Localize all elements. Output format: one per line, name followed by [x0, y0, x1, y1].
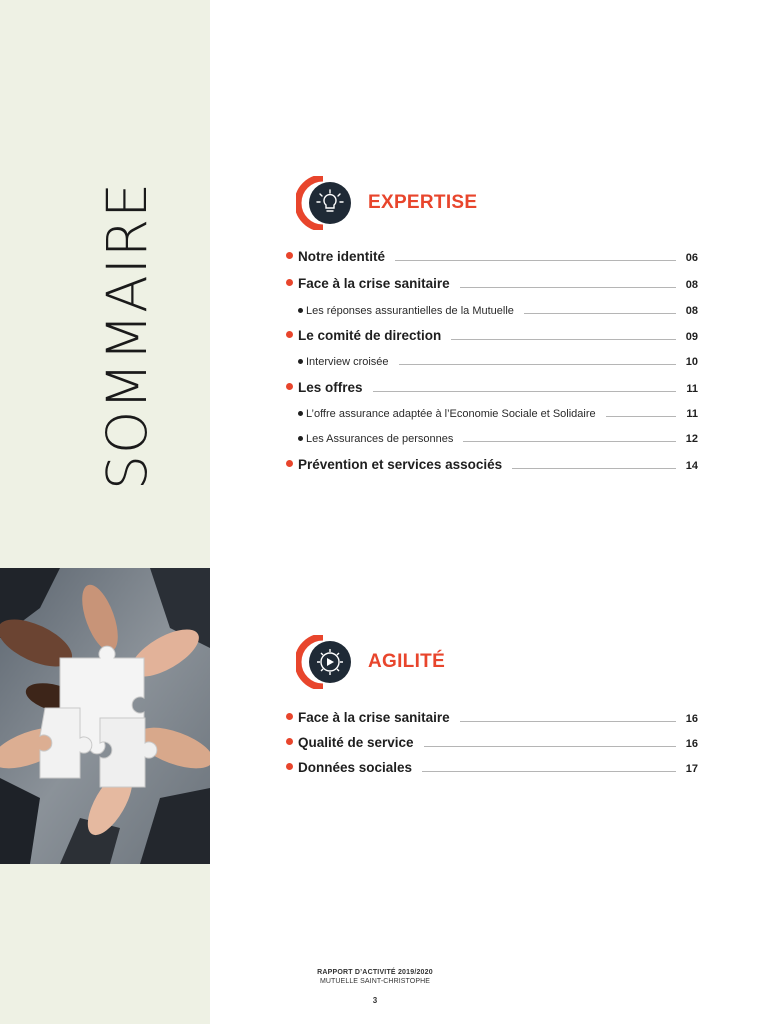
page-number: 08: [685, 305, 698, 317]
sommaire-title: SOMMAIRE: [95, 182, 160, 490]
toc-subitem[interactable]: Les réponses assurantielles de la Mutuelle 08: [284, 299, 698, 317]
toc-item[interactable]: Données sociales 17: [284, 757, 698, 775]
leader-line: [424, 746, 676, 747]
leader-line: [463, 441, 676, 442]
lightbulb-head-icon: [296, 176, 356, 230]
toc-item[interactable]: Qualité de service 16: [284, 732, 698, 750]
page-number: 12: [685, 433, 698, 445]
footer-report-title: RAPPORT D’ACTIVITÉ 2019/2020: [317, 969, 433, 976]
page-number: 16: [685, 713, 698, 725]
bullet-icon: [298, 359, 303, 364]
bullet-icon: [286, 279, 293, 286]
leader-line: [422, 771, 676, 772]
page-number: 09: [685, 331, 698, 343]
toc-item[interactable]: Face à la crise sanitaire 16: [284, 707, 698, 725]
page-number: 11: [686, 408, 698, 420]
toc-item[interactable]: Prévention et services associés 14: [284, 454, 698, 472]
bullet-icon: [298, 436, 303, 441]
sidebar-band: [0, 0, 210, 1024]
bullet-icon: [298, 411, 303, 416]
section-header-expertise: [296, 176, 477, 230]
leader-line: [512, 468, 676, 469]
leader-line: [460, 721, 676, 722]
bullet-icon: [286, 331, 293, 338]
section-header-agilite: [296, 635, 445, 689]
page-number: 10: [685, 356, 698, 368]
bullet-icon: [286, 738, 293, 745]
bullet-icon: [286, 383, 293, 390]
page-number: 14: [685, 460, 698, 472]
bullet-icon: [286, 252, 293, 259]
leader-line: [373, 391, 676, 392]
toc-subitem[interactable]: Les Assurances de personnes 12: [284, 427, 698, 445]
page-number: 16: [685, 738, 698, 750]
gear-play-icon: [296, 635, 356, 689]
section-title-expertise: EXPERTISE: [368, 192, 478, 213]
toc-item[interactable]: Face à la crise sanitaire 08: [284, 273, 698, 291]
toc-item[interactable]: Notre identité 06: [284, 246, 698, 264]
bullet-icon: [286, 460, 293, 467]
page-number: 06: [685, 252, 698, 264]
footer-page-number: 3: [372, 996, 378, 1005]
section-title-agilite: AGILITÉ: [368, 651, 446, 672]
toc-subitem[interactable]: L’offre assurance adaptée à l’Economie Sociale et Solidaire 11: [284, 402, 698, 420]
leader-line: [524, 313, 676, 314]
page-number: 17: [685, 763, 698, 775]
bullet-icon: [286, 763, 293, 770]
toc-item[interactable]: Le comité de direction 09: [284, 325, 698, 343]
page-footer: [290, 968, 460, 1005]
footer-organization: MUTUELLE SAINT-CHRISTOPHE: [319, 978, 431, 985]
puzzle-hands-photo: [0, 568, 210, 864]
leader-line: [395, 260, 676, 261]
leader-line: [606, 416, 676, 417]
leader-line: [460, 287, 676, 288]
leader-line: [451, 339, 676, 340]
page-number: 11: [686, 383, 698, 395]
toc-item[interactable]: Les offres 11: [284, 377, 698, 395]
bullet-icon: [286, 713, 293, 720]
leader-line: [399, 364, 676, 365]
toc-subitem[interactable]: Interview croisée 10: [284, 350, 698, 368]
page-number: 08: [685, 279, 698, 291]
bullet-icon: [298, 308, 303, 313]
